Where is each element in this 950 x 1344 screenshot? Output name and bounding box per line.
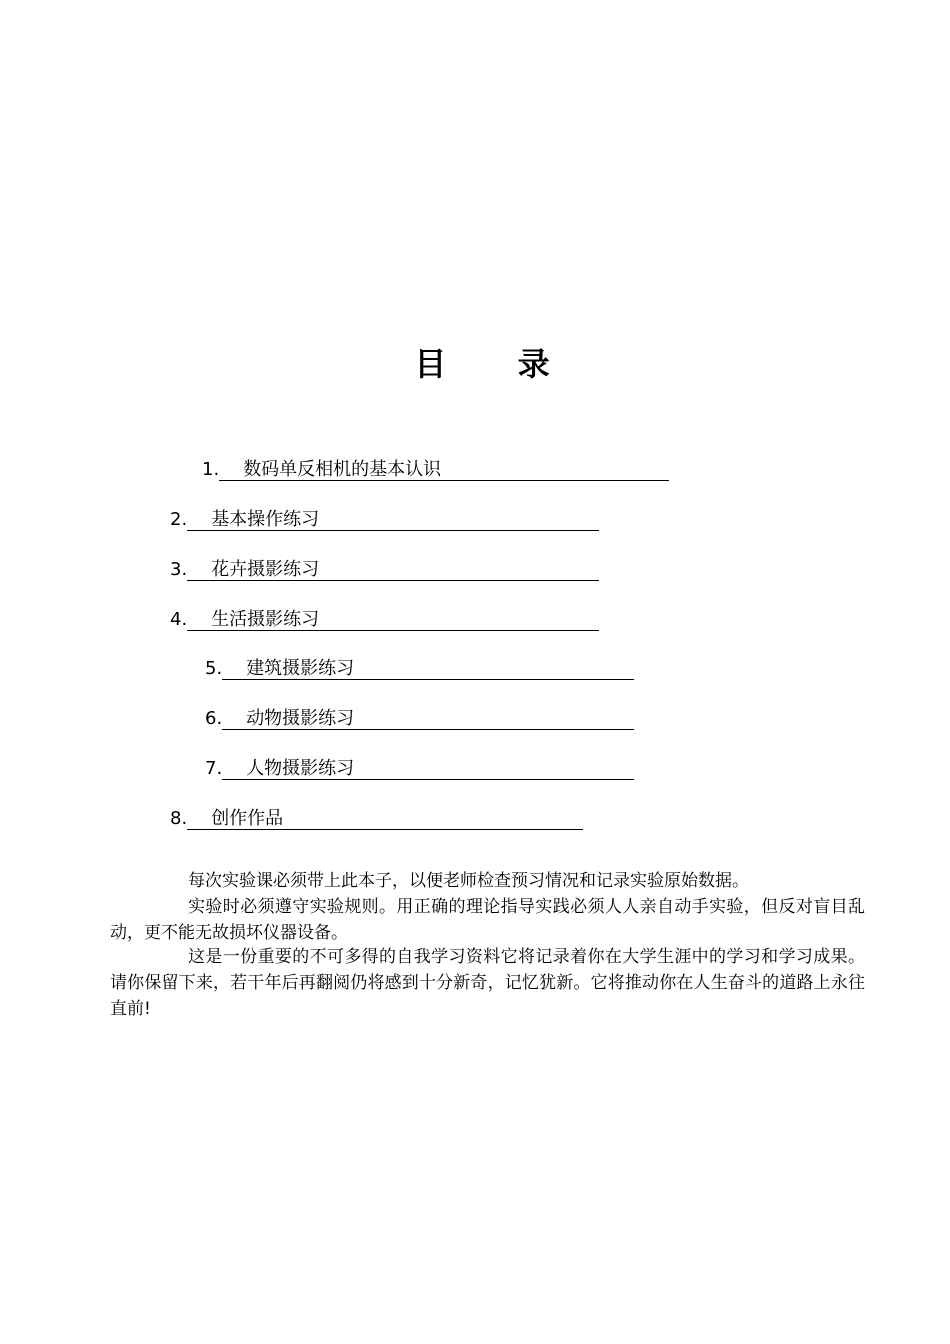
toc-title: 花卉摄影练习 xyxy=(187,559,599,581)
toc-item-6[interactable] xyxy=(205,708,634,732)
toc-title: 人物摄影练习 xyxy=(222,758,634,780)
note-paragraph-3: 这是一份重要的不可多得的自我学习资料它将记录着你在大学生涯中的学习和学习成果。请你保留下来，若干年后再翻阅仍将感到十分新奇，记忆犹新。它将推动你在人生奋斗的道路上永往直前! xyxy=(110,947,865,1019)
toc-number: 4. xyxy=(170,609,188,630)
toc-item-7[interactable] xyxy=(205,758,634,782)
page-title: 目 录 xyxy=(414,345,580,383)
toc-item-8[interactable] xyxy=(170,808,583,832)
toc-title: 建筑摄影练习 xyxy=(222,658,634,680)
toc-item-1[interactable] xyxy=(202,459,669,483)
toc-item-3[interactable] xyxy=(170,559,599,583)
toc-title: 数码单反相机的基本认识 xyxy=(219,459,669,481)
toc-number: 6. xyxy=(205,708,223,729)
toc-title: 动物摄影练习 xyxy=(222,708,634,730)
toc-title: 基本操作练习 xyxy=(187,509,599,531)
toc-number: 2. xyxy=(170,509,188,530)
toc-number: 1. xyxy=(202,459,220,480)
toc-number: 8. xyxy=(170,808,188,829)
toc-number: 3. xyxy=(170,559,188,580)
toc-number: 5. xyxy=(205,658,223,679)
toc-item-5[interactable] xyxy=(205,658,634,682)
toc-number: 7. xyxy=(205,758,223,779)
note-paragraph-2: 实验时必须遵守实验规则。用正确的理论指导实践必须人人亲自动手实验，但反对盲目乱动，更不能无故损坏仪器设备。 xyxy=(110,897,865,943)
toc-item-2[interactable] xyxy=(170,509,599,533)
toc-title: 创作作品 xyxy=(187,808,583,830)
toc-title: 生活摄影练习 xyxy=(187,609,599,631)
toc-item-4[interactable] xyxy=(170,609,599,633)
note-paragraph-1: 每次实验课必须带上此本子，以便老师检查预习情况和记录实验原始数据。 xyxy=(188,871,749,891)
